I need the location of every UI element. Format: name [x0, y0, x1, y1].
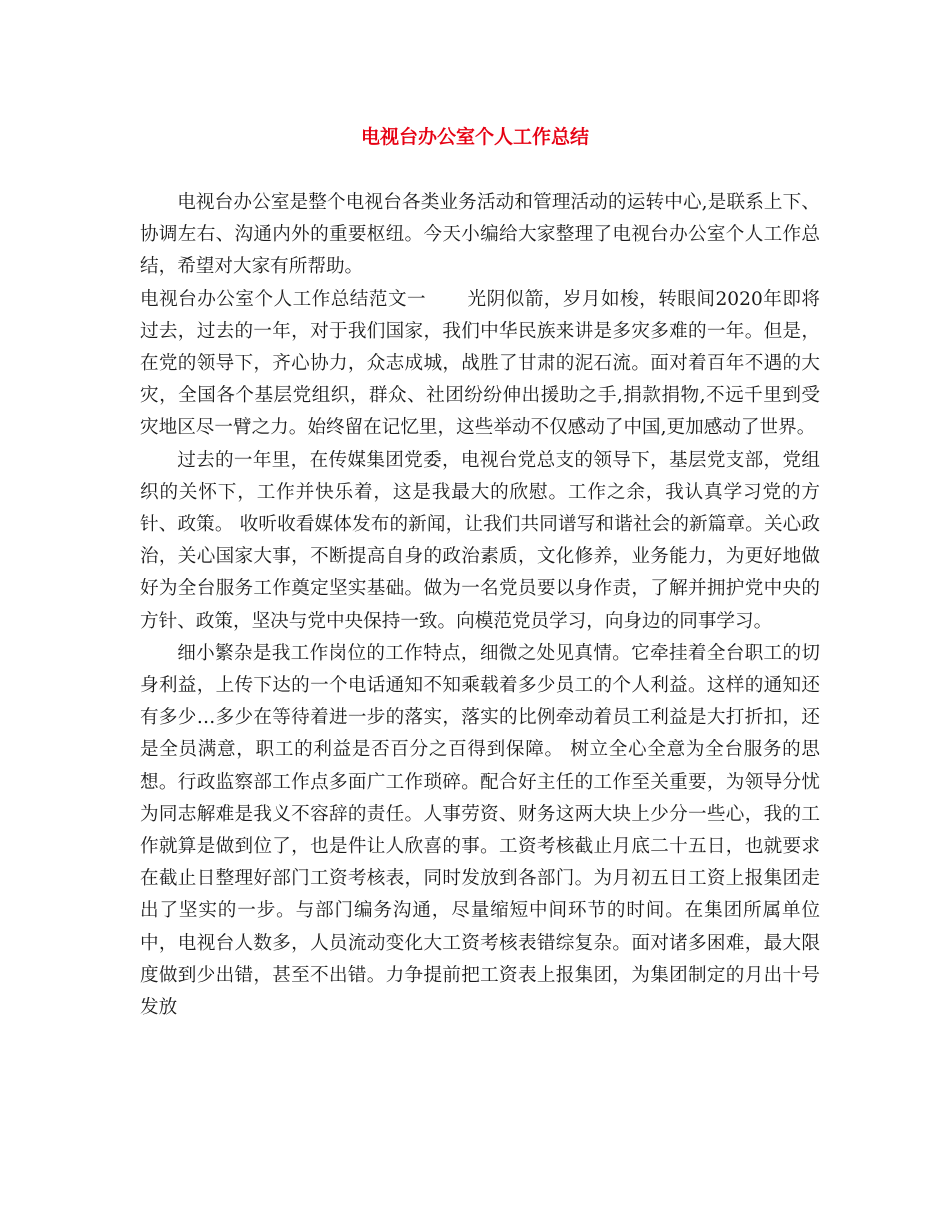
paragraph-3: 细小繁杂是我工作岗位的工作特点，细微之处见真情。它牵挂着全台职工的切身利益，上传下达的一个电话通知不知乘载着多少员工的个人利益。这样的通知还有多少…多少在等待着进一步的落实，落实的比例牵动着员工利益是大打折扣，还是全员满意，职工的利益是否百分之百得到保障。 树立全心全意为全台服务的思想。行政监察部工作点多面广工作琐碎。配合好主任的工作至关重要，为领导分忧为同志解难是我义不容辞的责任。人事劳资、财务这两大块上少分一些心，我的工作就算是做到位了，也是件让人欣喜的事。工资考核截止月底二十五日，也就要求在截止日整理好部门工资考核表，同时发放到各部门。为月初五日工资上报集团走出了坚实的一步。与部门编务沟通，尽量缩短中间环节的时间。在集团所属单位中，电视台人数多，人员流动变化大工资考核表错综复杂。面对诸多困难，最大限度做到少出错，甚至不出错。力争提前把工资表上报集团，为集团制定的月出十号发放 — [140, 642, 820, 1019]
intro-paragraph: 电视台办公室是整个电视台各类业务活动和管理活动的运转中心,是联系上下、协调左右、沟通内外的重要枢纽。今天小编给大家整理了电视台办公室个人工作总结，希望对大家有所帮助。 — [140, 192, 820, 278]
paragraph-2: 过去的一年里，在传媒集团党委，电视台党总支的领导下，基层党支部，党组织的关怀下，工作并快乐着，这是我最大的欣慰。工作之余，我认真学习党的方针、政策。 收听收看媒体发布的新闻，让我们共同谱写和谐社会的新篇章。关心政治，关心国家大事，不断提高自身的政治素质，文化修养，业务能力，为更好地做好为全台服务工作奠定坚实基础。做为一名党员要以身作责，了解并拥护党中央的方针、政策，坚决与党中央保持一致。向模范党员学习，向身边的同事学习。 — [140, 449, 820, 632]
document-title: 电视台办公室个人工作总结 — [360, 126, 589, 148]
document-body — [140, 187, 820, 1024]
section-heading: 电视台办公室个人工作总结范文一 — [140, 288, 427, 310]
paragraph-1-text: 光阴似箭，岁月如梭，转眼间2020年即将过去，过去的一年，对于我们国家，我们中华民族来讲是多灾多难的一年。但是，在党的领导下，齐心协力，众志成城，战胜了甘肃的泥石流。面对着百年不遇的大灾，全国各个基层党组织，群众、社团纷纷伸出援助之手,捐款捐物,不远千里到受灾地区尽一臂之力。始终留在记忆里，这些举动不仅感动了中国,更加感动了世界。 — [140, 288, 820, 439]
section-paragraph-1 — [140, 284, 820, 445]
